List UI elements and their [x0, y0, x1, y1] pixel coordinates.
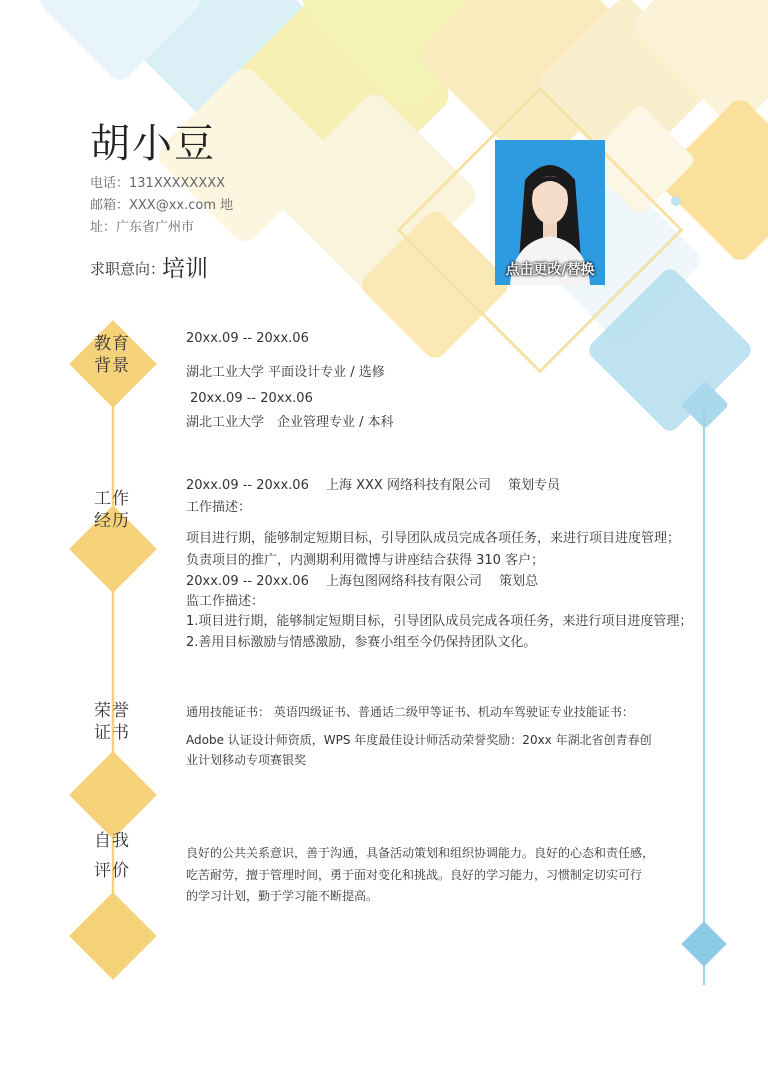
honors-title-line2: 证书 [94, 723, 130, 743]
education-entry-date: 20xx.09 -- 20xx.06 [186, 331, 309, 346]
self-eval-line: 的学习计划，勤于学习能不断提高。 [186, 889, 379, 903]
work-line: 1.项目进行期，能够制定短期目标，引导团队成员完成各项任务，来进行项目进度管理； [186, 614, 693, 629]
self-eval-title-line1: 自我 [94, 831, 130, 851]
work-title-line2: 经历 [94, 511, 130, 531]
education-entry-date: 20xx.09 -- 20xx.06 [190, 391, 313, 406]
photo-replace-caption[interactable]: 点击更改/替换 [505, 262, 595, 278]
work-title [94, 488, 130, 532]
profile-photo[interactable] [495, 140, 605, 285]
address-text: 址：广东省广州市 [90, 220, 195, 235]
job-intent-label: 求职意向： [90, 260, 166, 278]
work-line: 20xx.09 -- 20xx.06 上海 XXX 网络科技有限公司 策划专员 [186, 478, 561, 493]
work-line: 项目进行期，能够制定短期目标，引导团队成员完成各项任务，来进行项目进度管理； [186, 531, 681, 546]
work-line: 2.善用目标激励与情感激励，参赛小组至今仍保持团队文化。 [186, 635, 537, 650]
phone-text: 电话：131XXXXXXXX [90, 176, 226, 191]
education-entry-detail: 湖北工业大学 平面设计专业 / 选修 [186, 365, 385, 380]
honors-line: Adobe 认证设计师资质，WPS 年度最佳设计师活动荣誉奖励：20xx 年湖北省创青春创 [186, 733, 652, 747]
honors-title-line1: 荣誉 [94, 701, 130, 721]
honors-title [94, 700, 130, 744]
education-title [94, 333, 130, 377]
email-text: 邮箱：XXX@xx.com 地 [90, 198, 234, 213]
candidate-name: 胡小豆 [90, 121, 216, 167]
work-line: 工作描述： [186, 500, 252, 515]
education-entry-detail: 湖北工业大学 企业管理专业 / 本科 [186, 415, 394, 430]
work-line: 负责项目的推广，内测期利用微博与讲座结合获得 310 客户； [186, 553, 545, 568]
honors-line: 业计划移动专项赛银奖 [186, 753, 307, 767]
work-title-line1: 工作 [94, 489, 130, 509]
education-title-line1: 教育 [94, 334, 130, 354]
work-line: 20xx.09 -- 20xx.06 上海包图网络科技有限公司 策划总 [186, 574, 539, 589]
honors-line: 通用技能证书： 英语四级证书、普通话二级甲等证书、机动车驾驶证专业技能证书： [186, 705, 634, 719]
job-intent-value: 培训 [162, 256, 208, 282]
self-eval-line: 吃苦耐劳，擅于管理时间，勇于面对变化和挑战。良好的学习能力，习惯制定切实可行 [186, 868, 643, 882]
self-eval-line: 良好的公共关系意识，善于沟通，具备活动策划和组织协调能力。良好的心态和责任感， [186, 846, 655, 860]
self-eval-title-line2: 评价 [94, 861, 130, 881]
self-eval-title [94, 826, 130, 886]
work-line: 监工作描述： [186, 594, 265, 609]
education-title-line2: 背景 [94, 356, 130, 376]
